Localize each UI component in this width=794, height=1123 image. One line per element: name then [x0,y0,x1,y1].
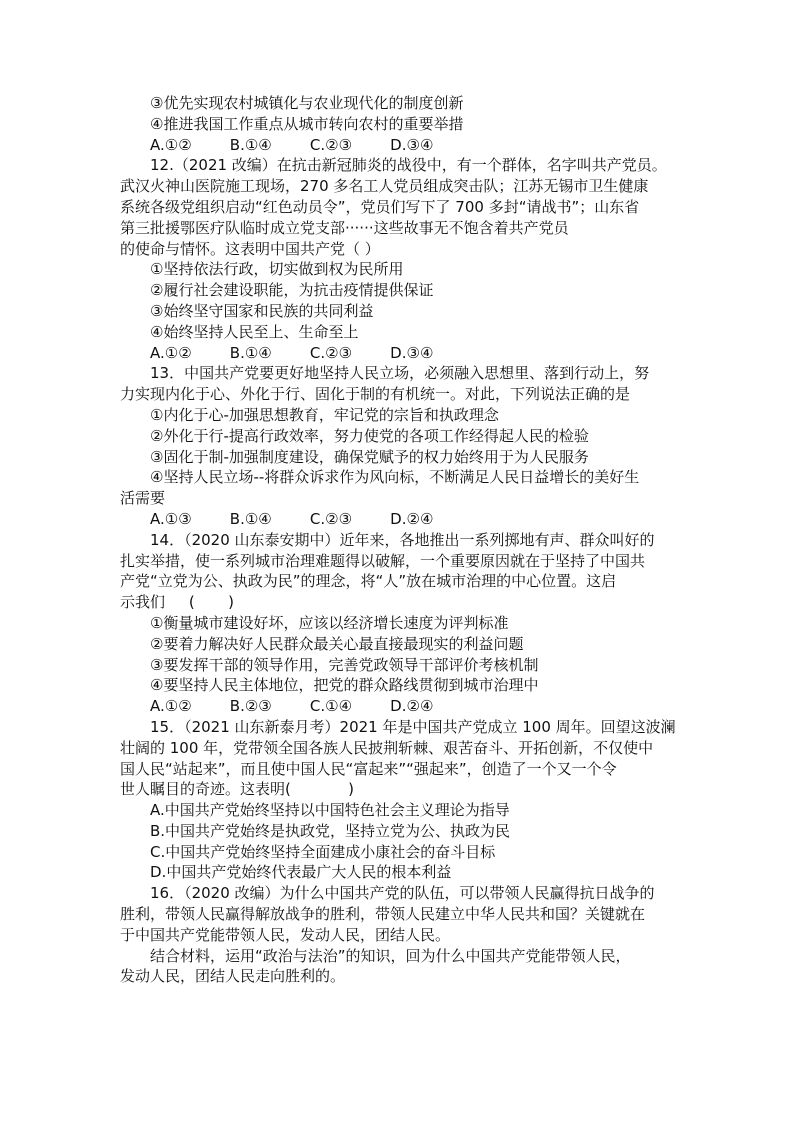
q12-stem-line-4: 第三批援鄂医疗队临时成立党支部······这些故事无不饱含着共产党员 [120,218,569,237]
q14-option-4: ④要坚持人民主体地位，把党的群众路线贯彻到城市治理中 [150,676,539,695]
q12-stem-line-5: 的使命与情怀。这表明中国共产党（ ） [120,239,380,258]
q14-stem-line-1: 14．（2020 山东泰安期中）近年来，各地推出一系列掷地有声、群众叫好的 [150,530,655,549]
q12-stem-line-3: 系统各级党组织启动“红色动员令”，党员们写下了 700 多封“请战书”；山东省 [120,197,640,216]
q16-stem-line-3: 于中国共产党能带领人民，发动人民，团结人民。 [120,925,451,944]
q11-option-4: ④推进我国工作重点从城市转向农村的重要举措 [150,114,464,133]
q13-option-2: ②外化于行-提高行政效率，努力使党的各项工作经得起人民的检验 [150,426,589,445]
q12-option-1: ①坚持依法行政，切实做到权为民所用 [150,260,404,279]
q14-stem-line-3: 产党“立党为公、执政为民”的理念，将“人”放在城市治理的中心位置。这启 [120,572,617,591]
q13-option-4-line-1: ④坚持人民立场--将群众诉求作为风向标，不断满足人民日益增长的美好生 [150,468,640,487]
q16-task-line-1: 结合材料，运用“政治与法治”的知识，回为什么中国共产党能带领人民， [150,946,631,965]
q16-stem-line-1: 16．（2020 改编）为什么中国共产党的队伍，可以带领人民赢得抗日战争的 [150,884,655,903]
q14-option-1: ①衡量城市建设好坏，应该以经济增长速度为评判标准 [150,613,509,632]
q12-stem-line-1: 12.（2021 改编）在抗击新冠肺炎的战役中，有一个群体，名字叫共产党员。 [150,156,667,175]
q13-stem-line-2: 力实现内化于心、外化于行、固化于制的有机统一。对此，下列说法正确的是 [120,385,631,404]
q16-stem-line-2: 胜利，带领人民赢得解放战争的胜利，带领人民建立中华人民共和国？关键就在 [120,905,646,924]
q12-option-3: ③始终坚守国家和民族的共同利益 [150,301,374,320]
q14-stem-line-2: 扎实举措，使一系列城市治理难题得以破解，一个重要原因就在于坚持了中国共 [120,551,646,570]
q13-choices: A.①③ B.①④ C.②③ D.②④ [150,509,434,528]
q11-option-3: ③优先实现农村城镇化与农业现代化的制度创新 [150,94,464,112]
q15-option-d: D.中国共产党始终代表最广大人民的根本利益 [150,863,452,882]
q15-option-c: C.中国共产党始终坚持全面建成小康社会的奋斗目标 [150,842,496,861]
q13-option-4-line-2: 活需要 [120,489,166,508]
q14-option-3: ③要发挥干部的领导作用，完善党政领导干部评价考核机制 [150,655,539,674]
question-content [120,93,680,987]
q12-option-4: ④始终坚持人民至上、生命至上 [150,322,359,341]
q13-option-1: ①内化于心-加强思想教育，牢记党的宗旨和执政理念 [150,405,499,424]
q13-stem-line-1: 13．中国共产党要更好地坚持人民立场，必须融入思想里、落到行动上，努 [150,364,650,383]
q14-option-2: ②要着力解决好人民群众最关心最直接最现实的利益问题 [150,634,524,653]
q15-stem-line-4: 世人瞩目的奇迹。这表明( ) [120,780,354,799]
q12-stem-line-2: 武汉火神山医院施工现场，270 多名工人党员组成突击队；江苏无锡市卫生健康 [120,177,649,196]
q16-task-line-2: 发动人民，团结人民走向胜利的。 [120,967,346,986]
q15-option-a: A.中国共产党始终坚持以中国特色社会主义理论为指导 [150,801,510,820]
q12-option-2: ②履行社会建设职能，为抗击疫情提供保证 [150,281,434,300]
q15-stem-line-3: 国人民“站起来”，而且使中国人民“富起来”“强起来”，创造了一个又一个令 [120,759,617,778]
q15-option-b: B.中国共产党始终是执政党，坚持立党为公、执政为民 [150,821,511,840]
q11-choices: A.①② B.①④ C.②③ D.③④ [150,135,434,154]
q14-stem-line-4: 示我们 ( ) [120,593,234,612]
q14-choices: A.①② B.②③ C.①④ D.②④ [150,697,434,716]
q12-choices: A.①② B.①④ C.②③ D.③④ [150,343,434,362]
q15-stem-line-2: 壮阔的 100 年，党带领全国各族人民披荆斩棘、艰苦奋斗、开拓创新，不仅使中 [120,738,654,757]
q13-option-3: ③固化于制-加强制度建设，确保党赋予的权力始终用于为人民服务 [150,447,589,466]
q15-stem-line-1: 15．（2021 山东新泰月考）2021 年是中国共产党成立 100 周年。回望这波澜 [150,717,676,736]
